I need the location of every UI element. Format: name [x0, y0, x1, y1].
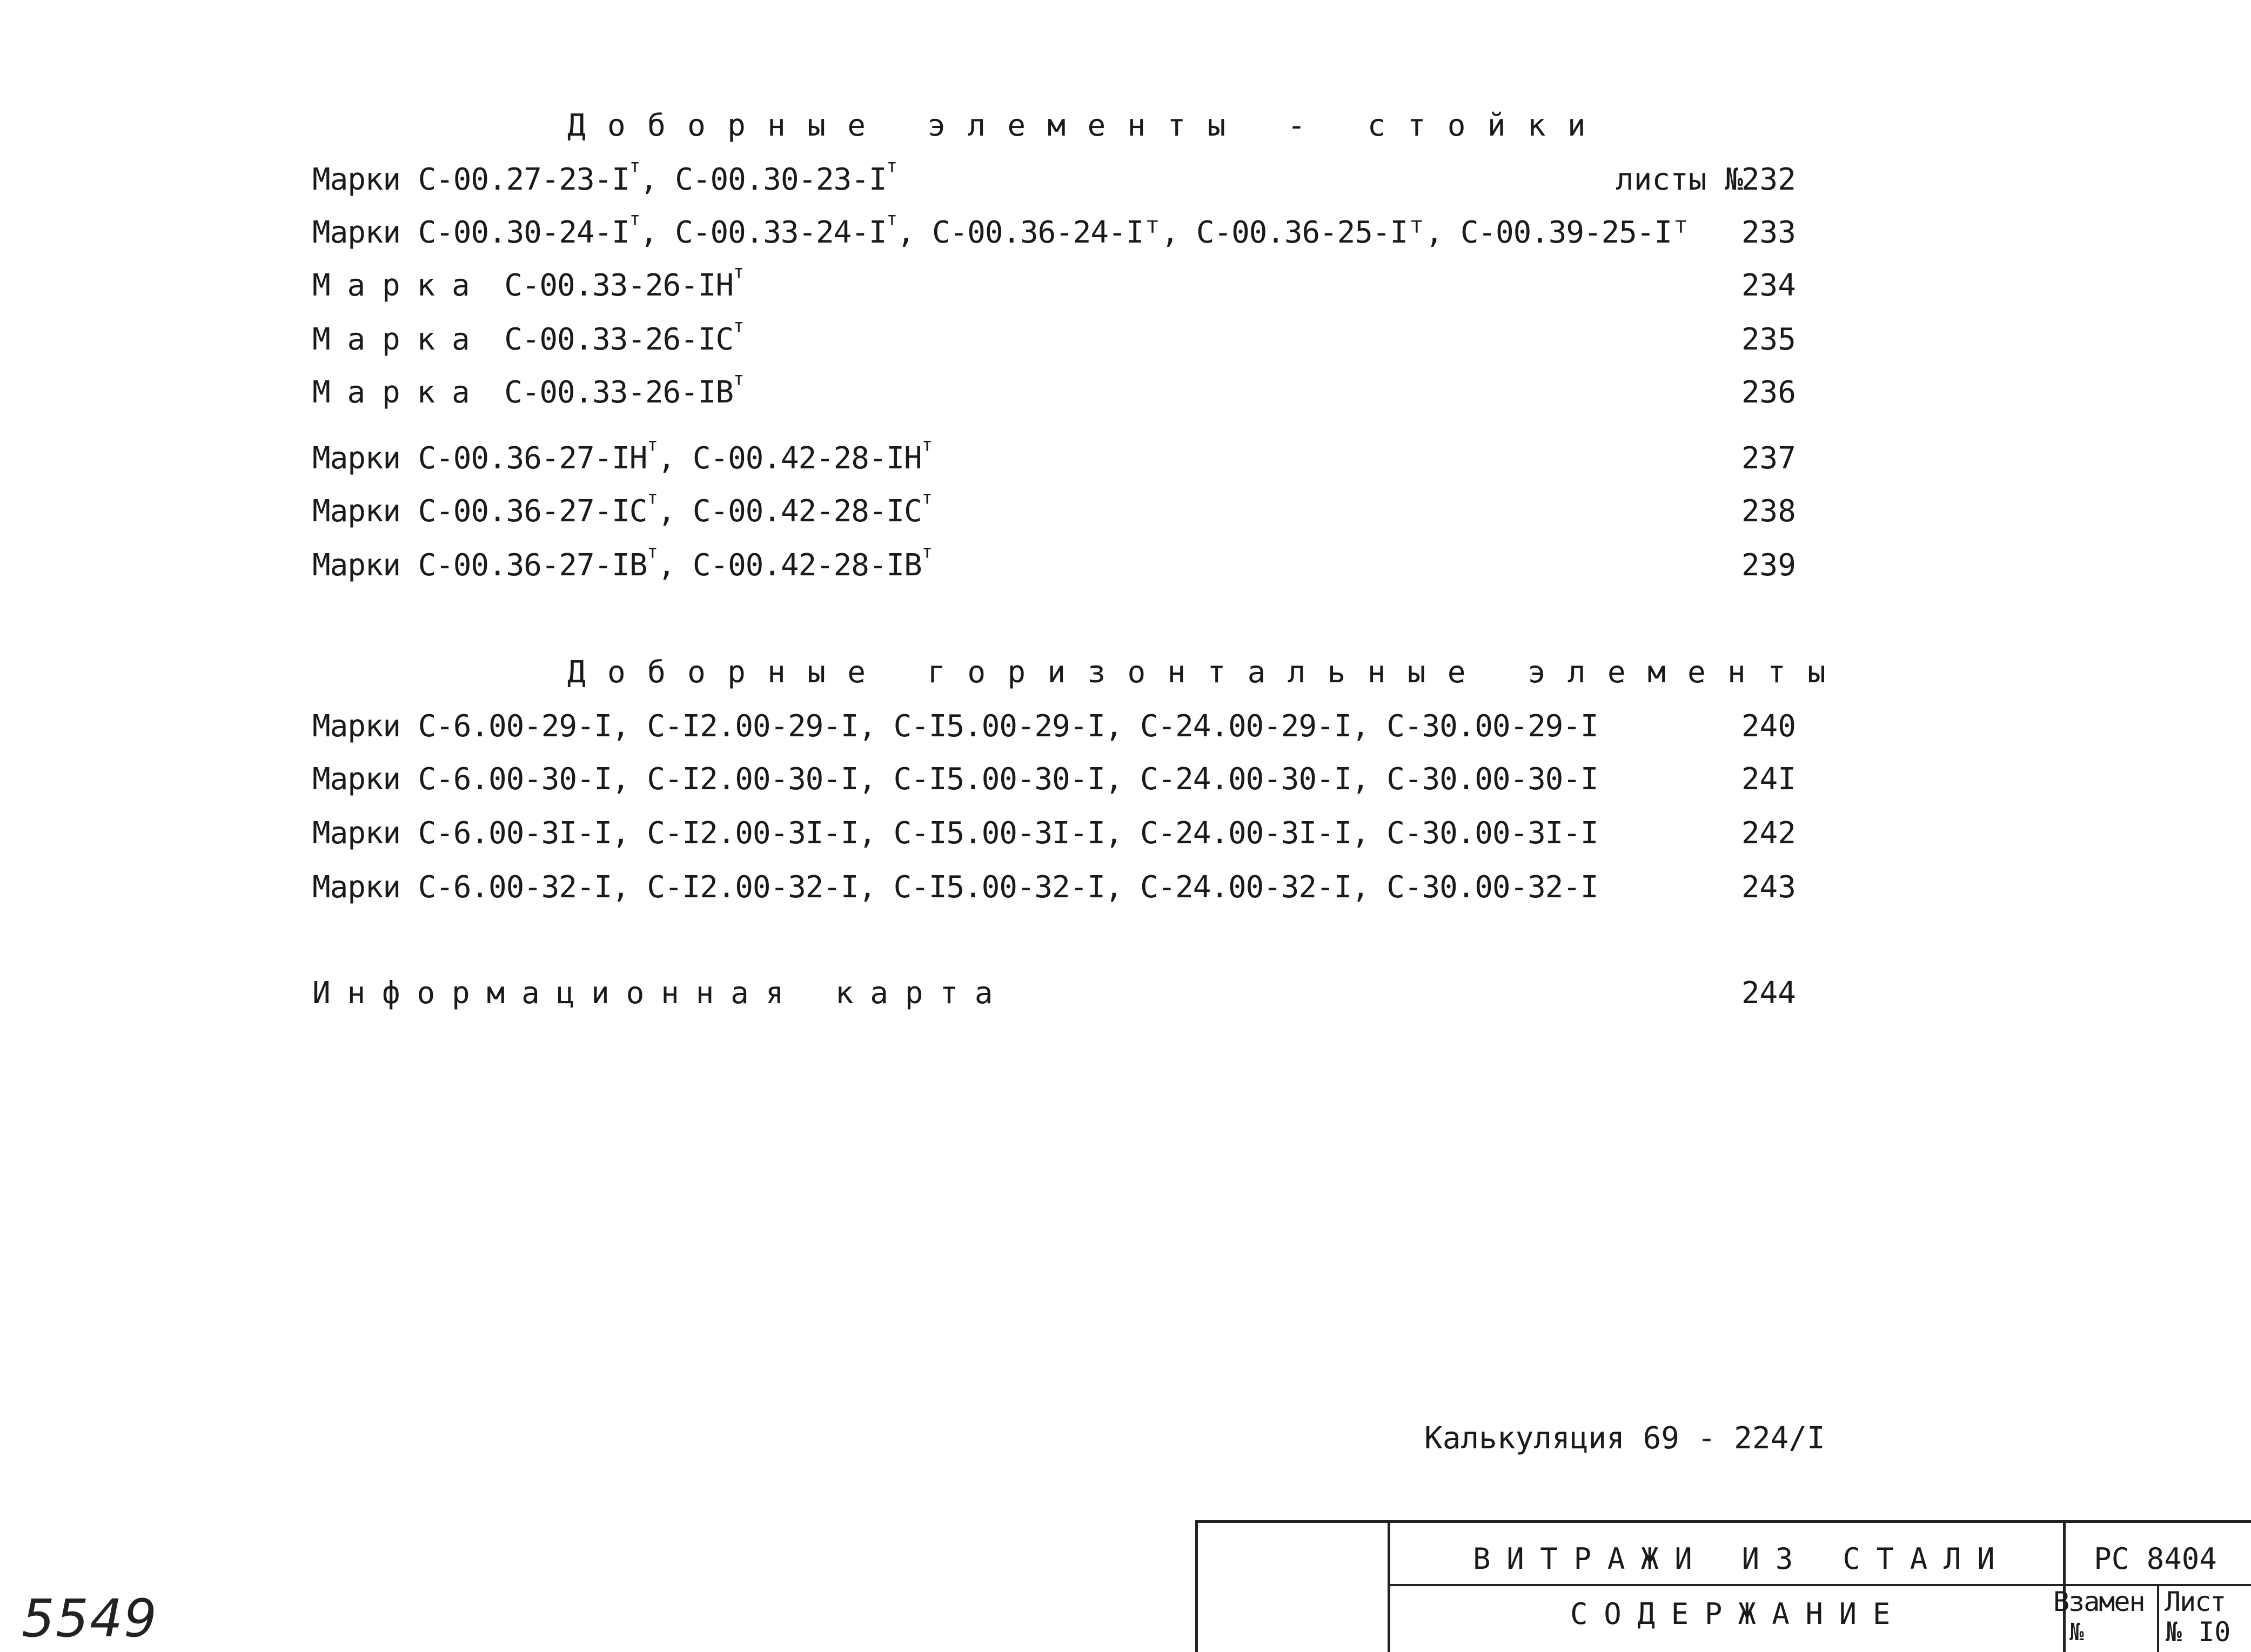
list-item: Марки $С-00.30-24-I^т$, $С-00.33-24-I^т$, С-00.36-24-Iᵀ, С-00.36-25-Iᵀ, С-00.39-25-Iᵀ: [312, 208, 1690, 250]
page-number: 242: [1741, 816, 1796, 851]
list-item: Марка $С-00.33-26-IС^т$: [312, 315, 744, 357]
page-number: 232: [1741, 162, 1796, 197]
stamp-sheet-label: Лист: [2165, 1586, 2226, 1617]
stamp-subtitle: СОДЕРЖАНИЕ: [1570, 1597, 1907, 1631]
list-item: Марки С-6.00-3I-I, С-I2.00-3I-I, С-I5.00-3I-I, С-24.00-3I-I, С-30.00-3I-I: [312, 816, 1598, 851]
list-item: Марки С-6.00-30-I, С-I2.00-30-I, С-I5.00-30-I, С-24.00-30-I, С-30.00-30-I: [312, 762, 1598, 797]
page-number: 237: [1741, 441, 1796, 476]
page-number: 235: [1741, 322, 1796, 357]
section1-heading: Доборные элементы - стойки: [567, 108, 1607, 143]
stamp-sheet-number: № I0: [2166, 1616, 2231, 1648]
page-number: 243: [1741, 870, 1796, 905]
list-item: Марка $С-00.33-26-IВ^т$: [312, 368, 744, 410]
page-number: 239: [1741, 548, 1796, 583]
info-card-label: Информационная карта: [312, 976, 1010, 1011]
list-item: Марки С-6.00-32-I, С-I2.00-32-I, С-I5.00-32-I, С-24.00-32-I, С-30.00-32-I: [312, 870, 1598, 905]
stamp-document-code: РС 8404: [2094, 1542, 2217, 1576]
sheets-label: листы №: [1616, 162, 1744, 197]
section2-heading: Доборные горизонтальные элементы: [567, 655, 1848, 690]
calculation-reference: Калькуляция 69 - 224/I: [1424, 1421, 1825, 1456]
list-item: Марки $С-00.36-27-IВ^т$, $С-00.42-28-IВ^т$: [312, 541, 932, 583]
page-number: 233: [1741, 215, 1796, 250]
page-number: 244: [1741, 976, 1796, 1011]
stamp-replace-number: №: [2069, 1619, 2084, 1646]
page-number: 238: [1741, 494, 1796, 529]
page-number: 24I: [1741, 762, 1796, 797]
page-number: 234: [1741, 268, 1796, 303]
list-item: Марки $С-00.27-23-I^т$, $С-00.30-23-I^т$: [312, 155, 897, 197]
page-number: 240: [1741, 709, 1796, 744]
list-item: Марки $С-00.36-27-IН^т$, $С-00.42-28-IН^т$: [312, 434, 932, 476]
page-number: 236: [1741, 375, 1796, 410]
handwritten-number: 5549: [22, 1588, 158, 1649]
stamp-title: ВИТРАЖИ ИЗ СТАЛИ: [1473, 1542, 2011, 1576]
list-item: Марки $С-00.36-27-IС^т$, $С-00.42-28-IС^т$: [312, 487, 932, 529]
list-item: Марка $С-00.33-26-IН^т$: [312, 261, 744, 303]
stamp-replace-label: Взамен: [2053, 1586, 2145, 1617]
list-item: Марки С-6.00-29-I, С-I2.00-29-I, С-I5.00-29-I, С-24.00-29-I, С-30.00-29-I: [312, 709, 1598, 744]
